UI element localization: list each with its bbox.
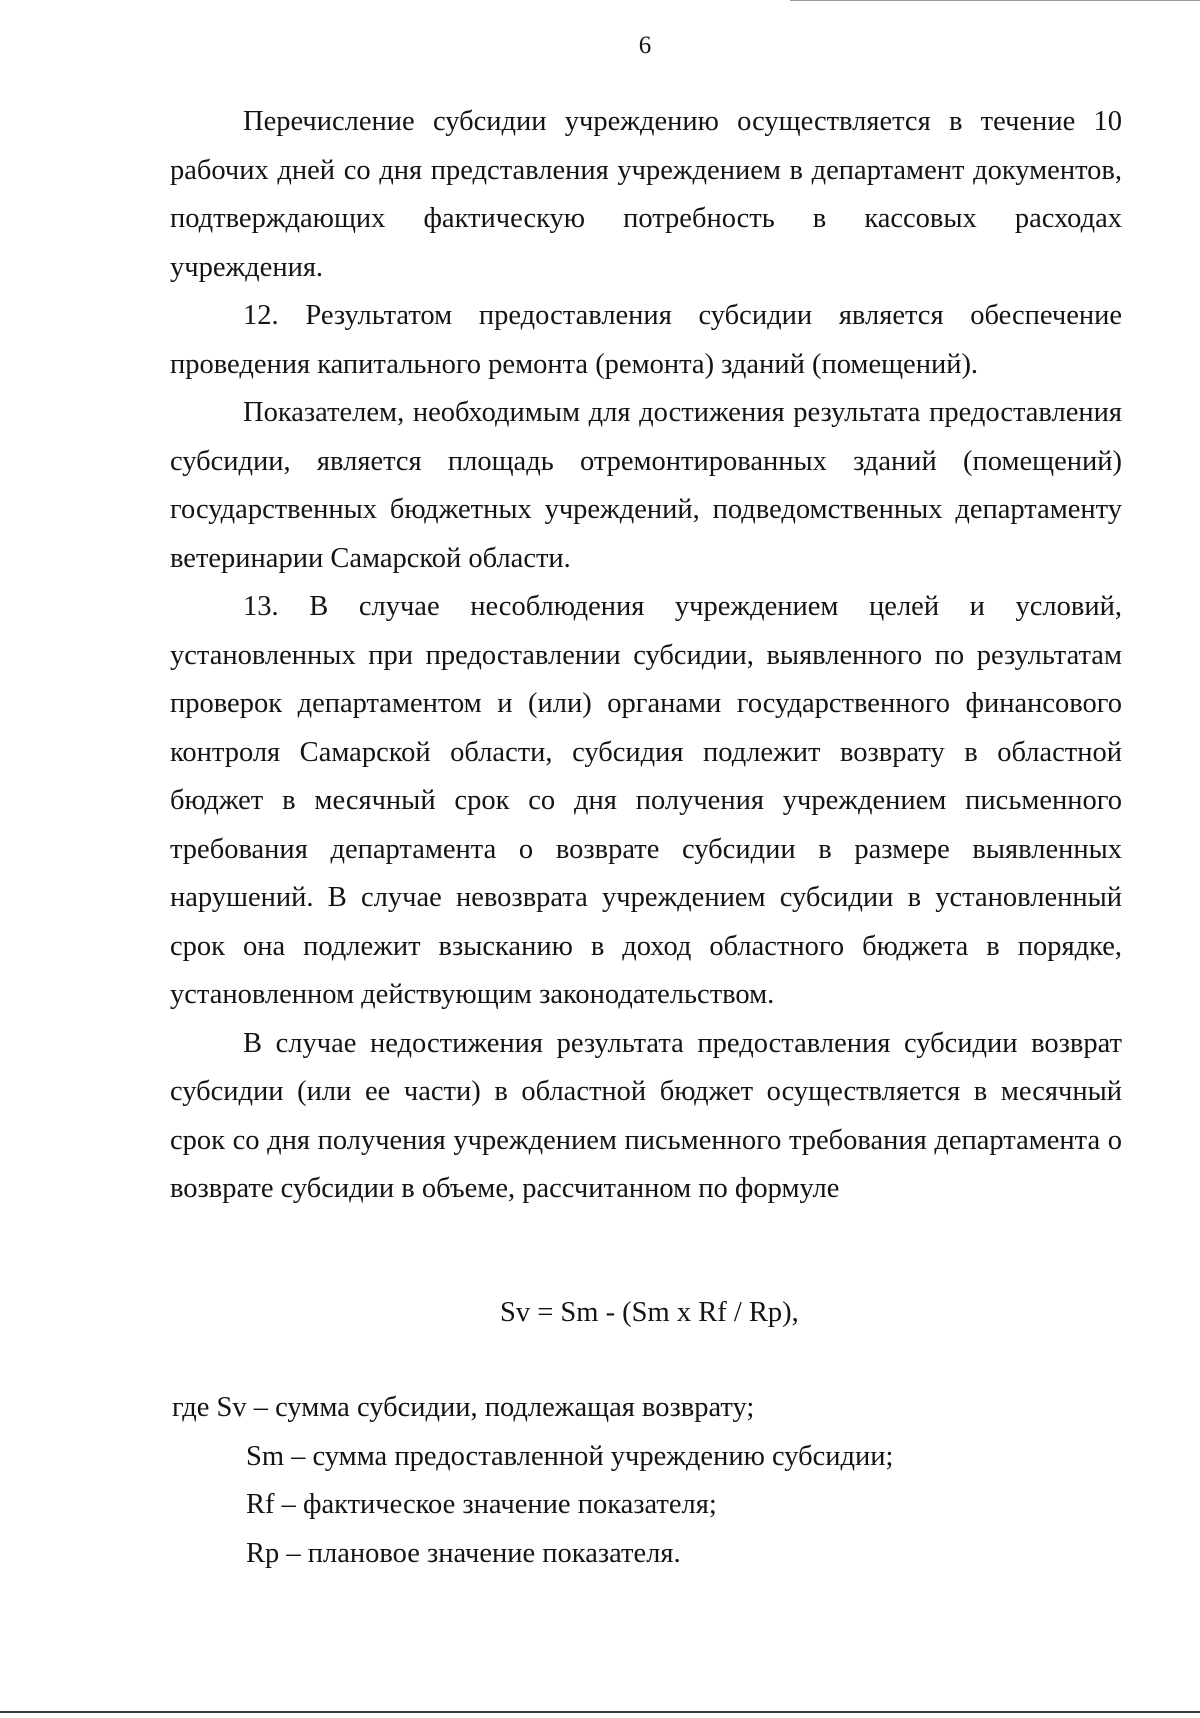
legend-sv: где Sv – сумма субсидии, подлежащая возврату; xyxy=(172,1392,755,1423)
scan-edge-top xyxy=(790,0,1200,1)
legend-sm: Sm – сумма предоставленной учреждению субсидии; xyxy=(246,1440,894,1472)
paragraph-underachievement: В случае недостижения результата предоставления субсидии возврат субсидии (или ее части) в областной бюджет осуществляется в месячный срок со дня получения учреждением письменного требования департамента о возврате субсидии в объеме, рассчитанном по формуле xyxy=(170,1027,1122,1204)
document-body xyxy=(170,98,1122,1214)
formula-legend xyxy=(170,1384,1122,1578)
paragraph-12-result: 12. Результатом предоставления субсидии является обеспечение проведения капитального ремонта (ремонта) зданий (помещений). xyxy=(170,300,1122,380)
scan-edge-bottom xyxy=(0,1711,1200,1713)
legend-rf: Rf – фактическое значение показателя; xyxy=(246,1489,717,1520)
paragraph-indicator: Показателем, необходимым для достижения результата предоставления субсидии, является площадь отремонтированных зданий (помещений) государственных бюджетных учреждений, подведомственных департаменту ветеринарии Самарской области. xyxy=(170,397,1122,574)
paragraph-13-noncompliance: 13. В случае несоблюдения учреждением целей и условий, установленных при предоставлении субсидии, выявленного по результатам проверок департаментом и (или) органами государственного финансового контроля Самарской области, субсидия подлежит возврату в областной бюджет в месячный срок со дня получения учреждением письменного требования департамента о возврате субсидии в размере выявленных нарушений. В случае невозврата учреждением субсидии в установленный срок она подлежит взысканию в доход областного бюджета в порядке, установленном действующим законодательством. xyxy=(170,591,1122,1010)
paragraph-transfer-terms: Перечисление субсидии учреждению осуществляется в течение 10 рабочих дней со дня представления учреждением в департамент документов, подтверждающих фактическую потребность в кассовых расходах учреждения. xyxy=(170,106,1122,283)
page-number: 6 xyxy=(638,32,652,59)
legend-rp: Rp – плановое значение показателя. xyxy=(246,1537,681,1569)
refund-formula: Sv = Sm - (Sm x Rf / Rp), xyxy=(500,1297,799,1328)
